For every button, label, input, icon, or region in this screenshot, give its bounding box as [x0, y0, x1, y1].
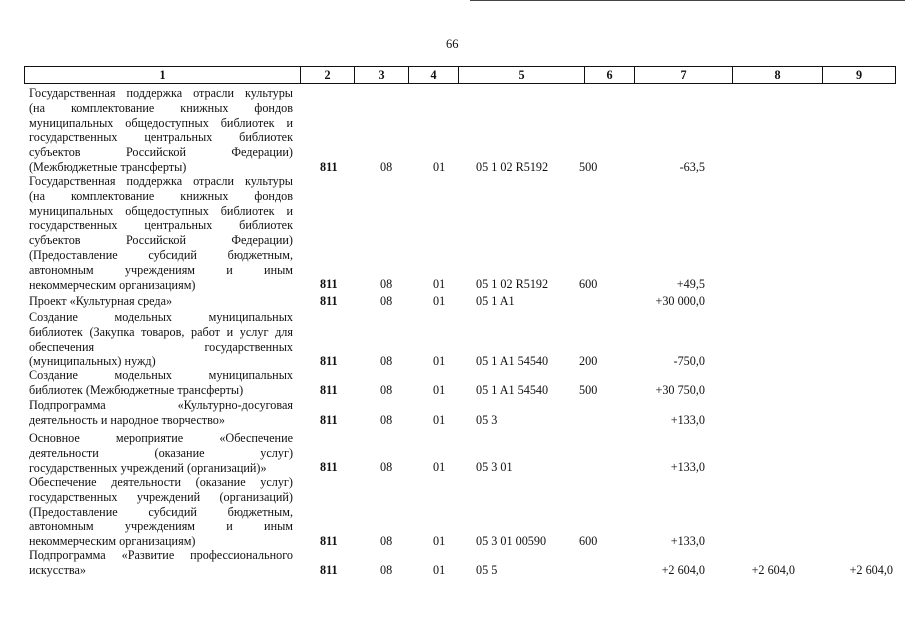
description-line: муниципальных общедоступных библиотек и — [29, 115, 293, 130]
header-col-6: 6 — [585, 67, 635, 83]
header-col-5: 5 — [459, 67, 585, 83]
row-description — [29, 86, 293, 175]
description-line: Подпрограмма «Развитие профессионального — [29, 548, 293, 562]
description-line: (муниципальных) нужд) — [29, 354, 156, 369]
cell-col-6: 500 — [579, 159, 598, 174]
row-description — [29, 368, 293, 398]
description-line: Создание модельных муниципальных — [29, 368, 293, 382]
description-line: муниципальных общедоступных библиотек и — [29, 203, 293, 218]
cell-col-5: 05 5 — [476, 562, 498, 577]
cell-col-7: +133,0 — [670, 534, 705, 548]
cell-col-2: 811 — [320, 562, 338, 577]
cell-col-3: 08 — [380, 412, 393, 427]
table-row — [0, 310, 905, 369]
row-description — [29, 398, 293, 428]
description-line: автономным учреждениям и иным — [29, 519, 293, 534]
cell-col-7: +2 604,0 — [661, 562, 705, 577]
row-description — [29, 174, 293, 292]
cell-col-6: 200 — [579, 354, 598, 369]
cell-col-4: 01 — [433, 562, 446, 577]
header-col-8: 8 — [733, 67, 823, 83]
header-col-2: 2 — [301, 67, 355, 83]
header-col-4: 4 — [409, 67, 459, 83]
cell-col-2: 811 — [320, 412, 338, 427]
cell-col-3: 08 — [380, 534, 393, 548]
description-line: Подпрограмма «Культурно-досуговая — [29, 398, 293, 412]
cell-col-7: -63,5 — [679, 159, 705, 174]
header-col-7: 7 — [635, 67, 733, 83]
description-line: (на комплектование книжных фондов — [29, 188, 293, 203]
cell-col-2: 811 — [320, 534, 338, 548]
cell-col-4: 01 — [433, 460, 446, 475]
header-col-9: 9 — [855, 68, 863, 82]
page-number: 66 — [446, 37, 459, 51]
description-line: Обеспечение деятельности (оказание услуг) — [29, 475, 293, 489]
description-line: автономным учреждениям и иным — [29, 262, 293, 277]
cell-col-3: 08 — [380, 562, 393, 577]
cell-col-4: 01 — [433, 354, 446, 369]
cell-col-2: 811 — [320, 159, 338, 174]
cell-col-2: 811 — [320, 354, 338, 369]
table-row — [0, 548, 905, 578]
description-line: (Предоставление субсидий бюджетным, — [29, 504, 293, 519]
cell-col-4: 01 — [433, 412, 446, 427]
description-line: Государственная поддержка отрасли культуры — [29, 174, 293, 188]
description-line: Проект «Культурная среда» — [29, 294, 173, 308]
table-row — [0, 86, 905, 175]
description-line: (Предоставление субсидий бюджетным, — [29, 247, 293, 262]
cell-col-5: 05 3 01 — [476, 460, 513, 475]
cell-col-5: 05 1 02 R5192 — [476, 277, 549, 292]
description-line: субъектов Российской Федерации) — [29, 145, 293, 160]
header-col-3: 3 — [355, 67, 409, 83]
cell-col-3: 08 — [380, 159, 393, 174]
cell-col-7: +30 000,0 — [655, 293, 705, 308]
row-description — [29, 475, 293, 549]
description-line: государственных центральных библиотек — [29, 130, 293, 145]
cell-col-4: 01 — [433, 159, 446, 174]
cell-col-6: 500 — [579, 382, 598, 397]
cell-col-7: +133,0 — [670, 460, 705, 475]
cell-col-4: 01 — [433, 382, 446, 397]
cell-col-4: 01 — [433, 534, 446, 548]
cell-col-3: 08 — [380, 293, 393, 308]
cell-col-5: 05 1 A1 — [476, 293, 515, 308]
description-line: обеспечения государственных — [29, 339, 293, 354]
description-line: (Межбюджетные трансферты) — [29, 159, 187, 174]
cell-col-8: +2 604,0 — [751, 562, 795, 577]
cell-col-9: +2 604,0 — [849, 562, 893, 577]
description-line: Государственная поддержка отрасли культуры — [29, 86, 293, 100]
description-line: искусства» — [29, 562, 87, 577]
cell-col-7: -750,0 — [673, 354, 705, 369]
cell-col-5: 05 1 A1 54540 — [476, 382, 549, 397]
cell-col-2: 811 — [320, 293, 338, 308]
table-row — [0, 475, 905, 549]
cell-col-5: 05 3 — [476, 412, 498, 427]
description-line: государственных учреждений (организаций)» — [29, 460, 267, 475]
cell-col-5: 05 3 01 00590 — [476, 534, 547, 548]
row-description — [29, 310, 293, 369]
description-line: некоммерческим организациям) — [29, 277, 196, 292]
description-line: (на комплектование книжных фондов — [29, 100, 293, 115]
cell-col-3: 08 — [380, 382, 393, 397]
cell-col-7: +49,5 — [676, 277, 705, 292]
table-row — [0, 431, 905, 475]
description-line: Создание модельных муниципальных — [29, 310, 293, 324]
cell-col-5: 05 1 02 R5192 — [476, 159, 549, 174]
cell-col-2: 811 — [320, 460, 338, 475]
table-row — [0, 294, 905, 309]
table-row — [0, 398, 905, 428]
cell-col-3: 08 — [380, 277, 393, 292]
page-top-border — [470, 0, 905, 1]
description-line: деятельности (оказание услуг) — [29, 445, 293, 460]
cell-col-4: 01 — [433, 277, 446, 292]
header-col-1: 1 — [25, 67, 301, 83]
description-line: Основное мероприятие «Обеспечение — [29, 431, 293, 445]
cell-col-6: 600 — [579, 277, 598, 292]
cell-col-7: +133,0 — [670, 412, 705, 427]
cell-col-3: 08 — [380, 460, 393, 475]
description-line: библиотек (Межбюджетные трансферты) — [29, 382, 244, 397]
description-line: библиотек (Закупка товаров, работ и услуг для — [29, 324, 293, 339]
row-description — [29, 548, 293, 578]
cell-col-3: 08 — [380, 354, 393, 369]
cell-col-2: 811 — [320, 382, 338, 397]
description-line: государственных учреждений (организаций) — [29, 489, 293, 504]
cell-col-2: 811 — [320, 277, 338, 292]
row-description — [29, 294, 293, 309]
table-header — [24, 66, 896, 84]
description-line: государственных центральных библиотек — [29, 218, 293, 233]
cell-col-5: 05 1 A1 54540 — [476, 354, 549, 369]
cell-col-7: +30 750,0 — [655, 382, 705, 397]
cell-col-4: 01 — [433, 293, 446, 308]
cell-col-6: 600 — [579, 534, 598, 548]
description-line: деятельность и народное творчество» — [29, 412, 225, 427]
table-row — [0, 368, 905, 398]
description-line: некоммерческим организациям) — [29, 534, 196, 549]
description-line: субъектов Российской Федерации) — [29, 233, 293, 248]
row-description — [29, 431, 293, 475]
table-row — [0, 174, 905, 292]
